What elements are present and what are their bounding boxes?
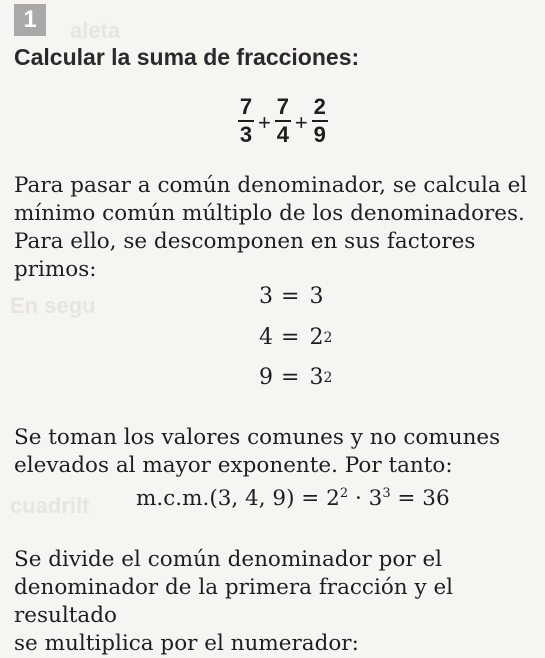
exercise-number-badge: 1 <box>14 4 46 36</box>
fraction-1 <box>237 95 255 147</box>
paragraph-common-values <box>14 424 500 480</box>
mcm-prefix: m.c.m.(3, 4, 9) = 2 <box>136 486 340 512</box>
paragraph-line: Se divide el común denominador por el <box>14 547 443 572</box>
fraction-1-denominator: 3 <box>239 122 253 147</box>
fraction-3 <box>311 95 329 147</box>
factor-lhs: 9 <box>259 365 273 390</box>
fraction-2-denominator: 4 <box>276 122 289 147</box>
plus-sign: + <box>294 110 308 135</box>
equals-sign: = <box>281 325 300 350</box>
factorization-4 <box>259 325 332 350</box>
paragraph-line: se multiplica por el numerador: <box>14 631 359 656</box>
exercise-heading: Calcular la suma de fracciones: <box>14 44 360 70</box>
plus-sign: + <box>258 110 271 135</box>
paragraph-line: Para ello, se descomponen en sus factores primos: <box>14 229 476 282</box>
factor-exponent: 2 <box>323 330 333 346</box>
mcm-exponent-1: 2 <box>339 486 349 501</box>
mcm-exponent-2: 3 <box>382 486 391 501</box>
factor-lhs: 3 <box>259 284 273 309</box>
equals-sign: = <box>281 284 300 309</box>
paragraph-line: elevados al mayor exponente. Por tanto: <box>14 453 453 478</box>
mcm-equation <box>136 486 450 511</box>
paragraph-common-denominator <box>14 172 545 284</box>
paragraph-line: Se toman los valores comunes y no comunes <box>14 425 501 450</box>
fraction-3-denominator: 9 <box>313 122 326 147</box>
fraction-2-numerator: 7 <box>276 94 289 119</box>
fraction-sum <box>237 95 329 147</box>
paragraph-divide <box>14 546 545 658</box>
factorization-9 <box>259 365 332 390</box>
fraction-2 <box>274 95 292 147</box>
equals-sign: = <box>281 365 300 390</box>
fraction-1-numerator: 7 <box>239 94 253 119</box>
factor-base: 3 <box>309 365 324 390</box>
mcm-middle: · 3 <box>348 486 383 512</box>
factor-exponent: 2 <box>323 370 333 386</box>
paragraph-line: denominador de la primera fracción y el resultado <box>14 575 454 628</box>
paragraph-line: mínimo común múltiplo de los denominadores. <box>14 201 525 226</box>
mcm-result: = 36 <box>390 486 450 512</box>
paragraph-line: Para pasar a común denominador, se calcula el <box>14 173 528 198</box>
fraction-3-numerator: 2 <box>313 94 326 119</box>
factor-base: 3 <box>309 284 324 309</box>
factor-base: 2 <box>309 325 324 350</box>
factorization-3 <box>259 284 323 309</box>
factor-lhs: 4 <box>259 325 273 350</box>
